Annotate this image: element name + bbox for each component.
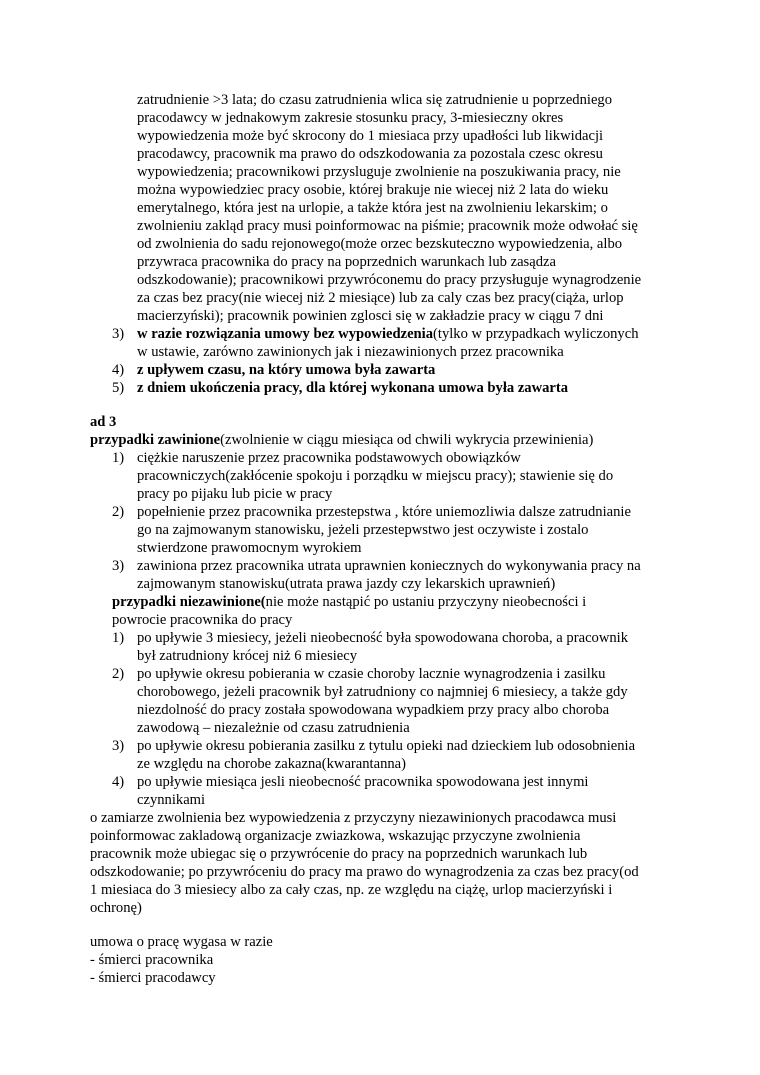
paragraph-line: odszkodowanie; po przywróceniu do pracy ma prawo do wynagrodzenia za czas bez pracy(od xyxy=(90,864,639,880)
zawinione-title: przypadki zawinione xyxy=(90,432,221,448)
paragraph-line: poinformowac zakladową organizacje zwiazkowa, wskazując przyczyne zwolnienia xyxy=(90,828,581,844)
paragraph-line: można wypowiedziec pracy osobie, której brakuje nie wiecej niż 2 lata do wieku xyxy=(137,182,609,198)
paragraph-line: umowa o pracę wygasa w razie xyxy=(90,934,273,950)
paragraph-line: o zamiarze zwolnienia bez wypowiedzenia z przyczyny niezawinionych pracodawca musi xyxy=(90,810,617,826)
list-item-continuation: w ustawie, zarówno zawinionych jak i niezawinionych przez pracownika xyxy=(137,344,564,360)
paragraph-line: wypowiedzenia; pracownikowi przysluguje zwolnienie na poszukiwania pracy, nie xyxy=(137,164,621,180)
paragraph-line: 1 miesiaca do 3 miesiecy albo za cały czas, np. ze względu na ciążę, urlop macierzyński i xyxy=(90,882,613,898)
list-item-bold: z dniem ukończenia pracy, dla której wykonana umowa była zawarta xyxy=(137,380,569,396)
paragraph-line: ochronę) xyxy=(90,900,142,916)
list-item-line: po upływie miesiąca jesli nieobecność pracownika spowodowana jest innymi xyxy=(137,774,589,790)
list-item-line: niezdolność do pracy została spowodowana wypadkiem przy pracy albo choroba xyxy=(137,702,610,718)
paragraph-line: pracownik może ubiegac się o przywrócenie do pracy na poprzednich warunkach lub xyxy=(90,846,588,862)
section-heading: ad 3 xyxy=(90,414,117,430)
list-item-bold: z upływem czasu, na który umowa była zawarta xyxy=(137,362,436,378)
paragraph-line: - śmierci pracodawcy xyxy=(90,970,216,986)
paragraph-line: macierzyński); pracownik powinien zglosci się w zakładzie pracy w ciągu 7 dni xyxy=(137,308,604,324)
list-item xyxy=(137,325,639,343)
paragraph-line: pracodawcy w jednakowym zakresie stosunku pracy, 3-miesieczny okres xyxy=(137,110,564,126)
zawinione-desc: (zwolnienie w ciągu miesiąca od chwili wykrycia przewinienia) xyxy=(220,432,594,448)
list-number: 5) xyxy=(112,380,125,396)
zawinione-heading xyxy=(90,431,593,449)
paragraph-line: emerytalnego, która jest na urlopie, a także która jest na zwolnieniu lekarskim; o xyxy=(137,200,608,216)
list-item-line: pracowniczych(zakłócenie spokoju i porządku w miejscu pracy); stawienie się do xyxy=(137,468,614,484)
list-item-line: ze względu na chorobe zakazna(kwarantanna) xyxy=(137,756,407,772)
paragraph-line: - śmierci pracownika xyxy=(90,952,214,968)
list-item-line: stwierdzone prawomocnym wyrokiem xyxy=(137,540,362,556)
paragraph-line: od zwolnienia do sadu rejonowego(może orzec bezskuteczno wypowiedzenia, albo xyxy=(137,236,623,252)
paragraph-line: przywraca pracownika do pracy na poprzednich warunkach lub zasądza xyxy=(137,254,556,270)
list-item-line: chorobowego, jeżeli pracownik był zatrudniony co najmniej 6 miesiecy, a także gdy xyxy=(137,684,628,700)
list-item-line: pracy po pijaku lub picie w pracy xyxy=(137,486,333,502)
list-number: 4) xyxy=(112,774,125,790)
list-item-line: był zatrudniony krócej niż 6 miesiecy xyxy=(137,648,358,664)
paragraph-line: za czas bez pracy(nie wiecej niż 2 miesiące) lub za caly czas bez pracy(ciąża, urlop xyxy=(137,290,624,306)
list-number: 1) xyxy=(112,450,125,466)
list-item-line: zawodową – niezależnie od czasu zatrudnienia xyxy=(137,720,410,736)
list-item-line: zajmowanym stanowisku(utrata prawa jazdy czy lekarskich uprawnień) xyxy=(137,576,556,592)
list-number: 1) xyxy=(112,630,125,646)
list-number: 3) xyxy=(112,558,125,574)
paragraph-line: zwolnieniu zakląd pracy musi poinformowac na piśmie; pracownik może odwołać się xyxy=(137,218,638,234)
paragraph-line: pracodawcy, pracownik ma prawo do odszkodowania za pozostala czesc okresu xyxy=(137,146,603,162)
niezawinione-continuation: powrocie pracownika do pracy xyxy=(112,612,293,628)
list-item-line: po upływie 3 miesiecy, jeżeli nieobecność była spowodowana choroba, a pracownik xyxy=(137,630,629,646)
niezawinione-title: przypadki niezawinione( xyxy=(112,594,266,610)
list-item-line: po upływie okresu pobierania zasilku z tytulu opieki nad dzieckiem lub odosobnienia xyxy=(137,738,636,754)
list-item-line: czynnikami xyxy=(137,792,206,808)
niezawinione-desc: nie może nastąpić po ustaniu przyczyny nieobecności i xyxy=(265,594,587,610)
list-item-line: ciężkie naruszenie przez pracownika podstawowych obowiązków xyxy=(137,450,521,466)
list-item-text: (tylko w przypadkach wyliczonych xyxy=(433,326,639,342)
paragraph-line: odszkodowanie); pracownikowi przywróconemu do pracy przysługuje wynagrodzenie xyxy=(137,272,642,288)
list-item-bold: w razie rozwiązania umowy bez wypowiedzenia xyxy=(137,326,434,342)
paragraph-line: wypowiedzenia może być skrocony do 1 miesiaca przy upadłości lub likwidacji xyxy=(137,128,604,144)
list-number: 4) xyxy=(112,362,125,378)
list-number: 2) xyxy=(112,666,125,682)
list-number: 3) xyxy=(112,326,125,342)
list-item-line: zawiniona przez pracownika utrata uprawnien koniecznych do wykonywania pracy na xyxy=(137,558,641,574)
list-number: 2) xyxy=(112,504,125,520)
list-item-line: po upływie okresu pobierania w czasie choroby lacznie wynagrodzenia i zasilku xyxy=(137,666,606,682)
niezawinione-heading xyxy=(112,593,586,611)
paragraph-line: zatrudnienie >3 lata; do czasu zatrudnienia wlica się zatrudnienie u poprzedniego xyxy=(137,92,613,108)
list-item-line: popełnienie przez pracownika przestepstwa , które uniemozliwia dalsze zatrudnianie xyxy=(137,504,631,520)
list-item-line: go na zajmowanym stanowisku, jeżeli przestepwstwo jest oczywiste i zostalo xyxy=(137,522,589,538)
list-number: 3) xyxy=(112,738,125,754)
